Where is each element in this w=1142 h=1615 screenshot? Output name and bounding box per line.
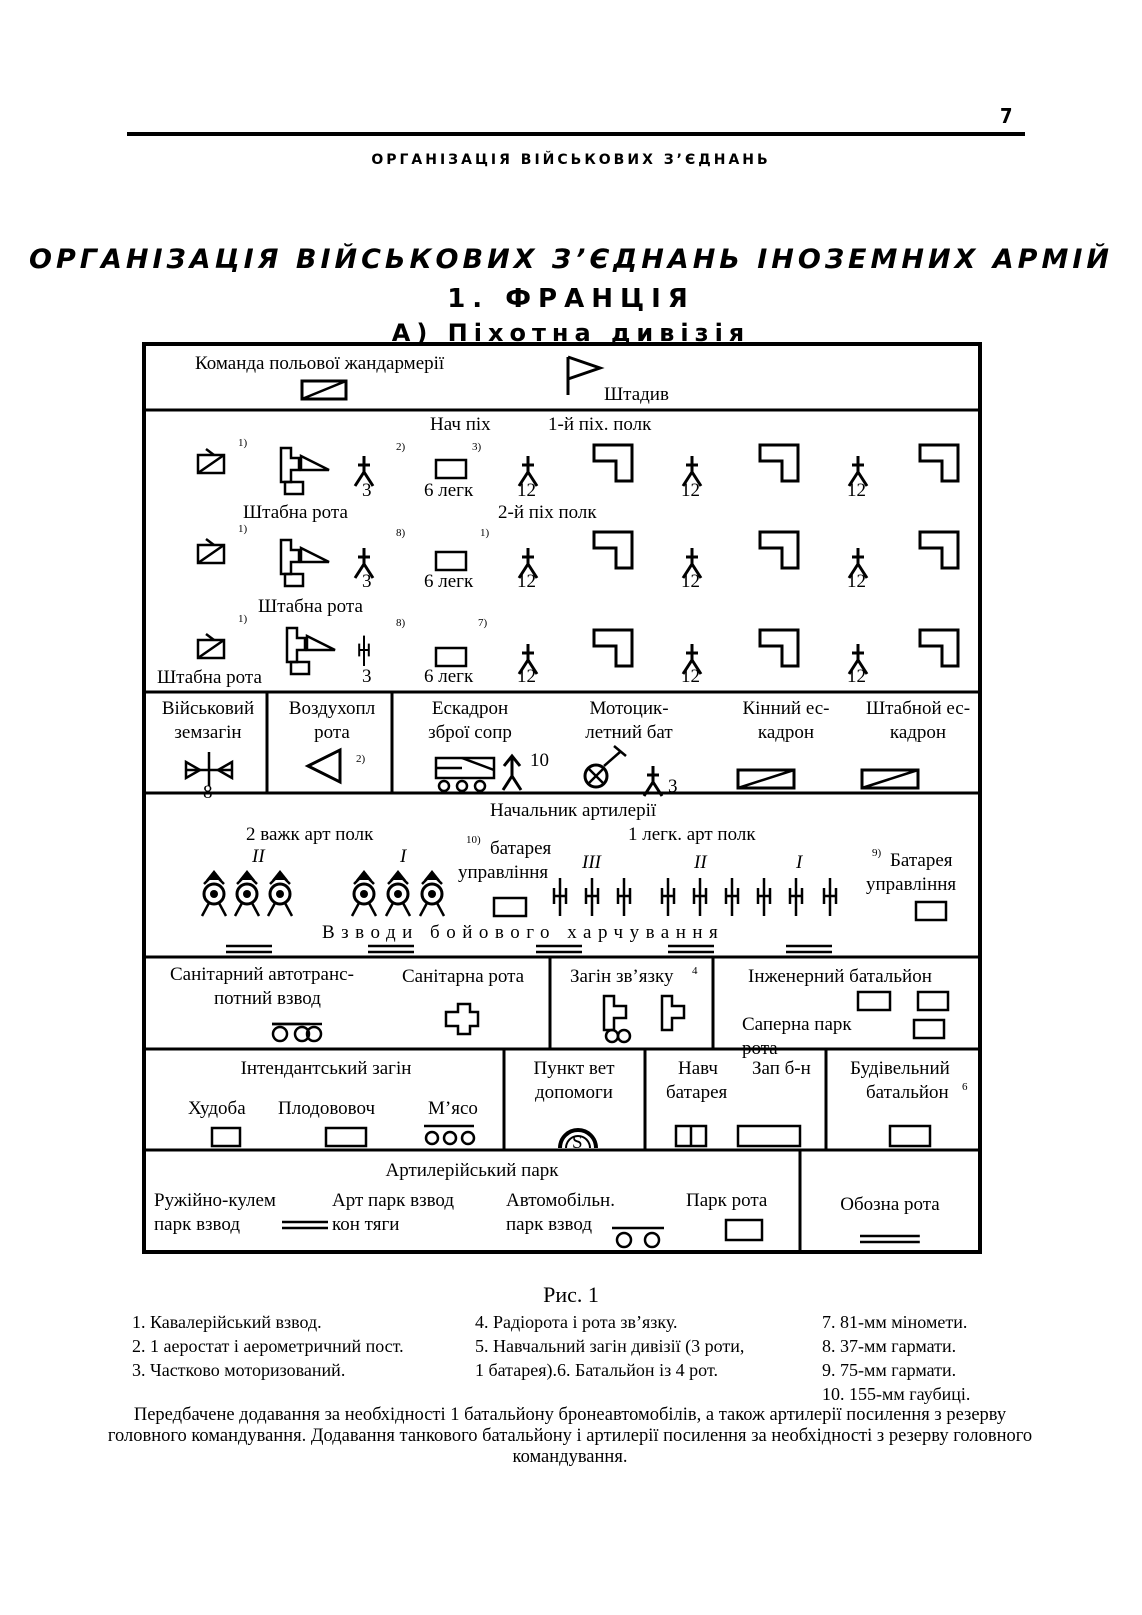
svg-text:управління: управління bbox=[458, 862, 549, 883]
svg-text:управління: управління bbox=[866, 874, 957, 895]
svg-text:III: III bbox=[582, 852, 601, 873]
svg-text:Пункт вет: Пункт вет bbox=[533, 1058, 615, 1079]
svg-text:кадрон: кадрон bbox=[889, 722, 947, 743]
svg-text:3): 3) bbox=[472, 441, 482, 453]
svg-text:1): 1) bbox=[238, 613, 248, 625]
svg-text:земзагін: земзагін bbox=[174, 722, 242, 743]
svg-text:Парк рота: Парк рота bbox=[686, 1190, 768, 1211]
company-corner-icon bbox=[594, 532, 632, 568]
company-corner-icon bbox=[920, 445, 958, 481]
field-gun-icon bbox=[790, 878, 802, 916]
engineer-company-icon bbox=[918, 992, 948, 1010]
cavalry-platoon-icon bbox=[198, 539, 224, 563]
svg-text:Батарея: Батарея bbox=[890, 850, 953, 871]
training-battery-icon bbox=[676, 1126, 706, 1146]
svg-text:6 легк: 6 легк bbox=[424, 480, 474, 501]
svg-text:Саперна парк: Саперна парк bbox=[742, 1014, 852, 1035]
svg-text:3: 3 bbox=[668, 776, 678, 797]
motorcycle-icon bbox=[585, 746, 626, 787]
transport-icon bbox=[272, 1024, 310, 1041]
svg-text:3: 3 bbox=[362, 571, 372, 592]
svg-text:1 легк. арт полк: 1 легк. арт полк bbox=[628, 824, 756, 845]
svg-text:2): 2) bbox=[356, 753, 366, 765]
notes-col-1: 1. Кавалерійський взвод. 2. 1 аеростат і аерометричний пост. 3. Частково моторизований. bbox=[132, 1312, 404, 1380]
rifleman-arrow-icon bbox=[503, 756, 521, 790]
svg-text:12: 12 bbox=[517, 571, 536, 592]
svg-text:1): 1) bbox=[238, 523, 248, 535]
svg-text:батарея: батарея bbox=[666, 1082, 728, 1103]
page-number: 7 bbox=[1000, 104, 1013, 128]
inf-chief-label: Нач піх bbox=[430, 414, 491, 435]
construction-battalion-icon bbox=[890, 1126, 930, 1146]
company-corner-icon bbox=[920, 630, 958, 666]
svg-text:Худоба: Худоба bbox=[188, 1098, 246, 1119]
balloon-icon bbox=[308, 750, 340, 782]
svg-text:летний бат: летний бат bbox=[585, 722, 673, 743]
battery-hq-icon bbox=[916, 902, 946, 920]
cattle-icon bbox=[212, 1128, 240, 1146]
svg-text:8): 8) bbox=[396, 617, 406, 629]
staff-coy-split-label: Штабна рота bbox=[258, 596, 363, 617]
field-gun-icon bbox=[662, 878, 674, 916]
svg-text:Плодововоч: Плодововоч bbox=[278, 1098, 376, 1119]
svg-text:батальйон: батальйон bbox=[866, 1082, 949, 1103]
svg-text:Арт парк взвод: Арт парк взвод bbox=[332, 1190, 455, 1211]
svg-text:парк взвод: парк взвод bbox=[506, 1214, 593, 1235]
svg-text:10): 10) bbox=[466, 834, 481, 846]
svg-text:12: 12 bbox=[517, 480, 536, 501]
field-gun-icon bbox=[758, 878, 770, 916]
light-box-icon bbox=[436, 648, 466, 666]
gendarmerie-icon bbox=[302, 381, 346, 399]
section-heading: А) Піхотна дивізія bbox=[391, 319, 751, 347]
page-title: ОРГАНІЗАЦІЯ ВІЙСЬКОВИХ З’ЄДНАНЬ ІНОЗЕМНИХ АРМІЙ bbox=[29, 244, 1113, 275]
field-gun-icon bbox=[554, 878, 566, 916]
figure-caption: Рис. 1 bbox=[543, 1282, 599, 1307]
svg-text:10: 10 bbox=[530, 750, 549, 771]
howitzer-icon bbox=[202, 870, 226, 916]
cavalry-platoon-icon bbox=[198, 634, 224, 658]
hq-company-icon bbox=[281, 540, 329, 586]
svg-text:1): 1) bbox=[480, 527, 490, 539]
vegetable-icon bbox=[326, 1128, 366, 1146]
auto-park-icon bbox=[612, 1228, 664, 1247]
svg-text:6: 6 bbox=[962, 1081, 968, 1093]
antitank-gun-icon bbox=[359, 636, 369, 666]
svg-text:12: 12 bbox=[847, 571, 866, 592]
svg-text:рота: рота bbox=[742, 1038, 778, 1059]
svg-text:6 легк: 6 легк bbox=[424, 571, 474, 592]
staff-coy-label: Штабна рота bbox=[243, 502, 348, 523]
howitzer-icon bbox=[235, 870, 259, 916]
svg-text:8): 8) bbox=[396, 527, 406, 539]
svg-text:Кінний ес-: Кінний ес- bbox=[742, 698, 830, 719]
park-company-icon bbox=[726, 1220, 762, 1240]
notes-col-3: 7. 81-мм міномети. 8. 37-мм гармати. 9. 75-мм гармати. 10. 155-мм гаубиці. bbox=[822, 1312, 971, 1404]
svg-text:Санітарний автотранс-: Санітарний автотранс- bbox=[170, 964, 354, 985]
svg-text:Начальник артилерії: Начальник артилерії bbox=[490, 800, 657, 821]
svg-text:12: 12 bbox=[681, 666, 700, 687]
running-header: ОРГАНІЗАЦІЯ ВІЙСЬКОВИХ З’ЄДНАНЬ bbox=[371, 152, 771, 168]
svg-text:кон тяги: кон тяги bbox=[332, 1214, 400, 1235]
howitzer-icon bbox=[420, 870, 444, 916]
notes-col-2: 4. Радіорота і рота зв’язку. 5. Навчальний загін дивізії (3 роти, 1 батарея).6. Батальйон із 4 рот. bbox=[475, 1312, 745, 1380]
ration-platoons-label: Взводи бойового харчування bbox=[322, 922, 725, 943]
field-gun-icon bbox=[694, 878, 706, 916]
field-gun-icon bbox=[824, 878, 836, 916]
svg-text:Штабной ес-: Штабной ес- bbox=[865, 698, 971, 719]
reserve-battalion-icon bbox=[738, 1126, 800, 1146]
svg-text:II: II bbox=[694, 852, 707, 873]
hq-company-icon bbox=[287, 628, 335, 674]
svg-text:I: I bbox=[796, 852, 803, 873]
light-box-icon bbox=[436, 460, 466, 478]
staff-flag-icon bbox=[568, 357, 600, 395]
company-corner-icon bbox=[760, 532, 798, 568]
svg-text:Автомобільн.: Автомобільн. bbox=[506, 1190, 615, 1211]
svg-text:6 легк: 6 легк bbox=[424, 666, 474, 687]
howitzer-icon bbox=[386, 870, 410, 916]
svg-text:допомоги: допомоги bbox=[535, 1082, 613, 1103]
svg-text:3: 3 bbox=[362, 480, 372, 501]
field-gun-icon bbox=[586, 878, 598, 916]
company-corner-icon bbox=[594, 630, 632, 666]
battery-hq-icon bbox=[494, 898, 526, 916]
svg-text:I: I bbox=[400, 846, 407, 867]
svg-text:12: 12 bbox=[517, 666, 536, 687]
svg-text:Навч: Навч bbox=[678, 1058, 718, 1079]
engineer-company-icon bbox=[858, 992, 890, 1010]
staff-squadron-icon bbox=[862, 770, 918, 788]
field-gun-icon bbox=[726, 878, 738, 916]
svg-text:М’ясо: М’ясо bbox=[428, 1098, 478, 1119]
svg-text:потний взвод: потний взвод bbox=[214, 988, 321, 1009]
svg-text:4: 4 bbox=[692, 965, 698, 977]
field-gun-icon bbox=[618, 878, 630, 916]
svg-text:рота: рота bbox=[314, 722, 350, 743]
svg-text:2 важк арт полк: 2 важк арт полк bbox=[246, 824, 374, 845]
bowtie-icon bbox=[186, 752, 232, 786]
svg-text:Ескадрон: Ескадрон bbox=[431, 698, 509, 719]
svg-text:1): 1) bbox=[238, 437, 248, 449]
svg-text:Загін зв’язку: Загін зв’язку bbox=[570, 966, 674, 987]
cavalry-squadron-icon bbox=[738, 770, 794, 788]
light-box-icon bbox=[436, 552, 466, 570]
svg-text:Зап б-н: Зап б-н bbox=[752, 1058, 811, 1079]
svg-text:Обозна рота: Обозна рота bbox=[840, 1194, 940, 1215]
regiment2-label: 2-й піх полк bbox=[498, 502, 597, 523]
howitzer-icon bbox=[268, 870, 292, 916]
svg-text:Воздухопл: Воздухопл bbox=[288, 698, 376, 719]
svg-text:8: 8 bbox=[203, 782, 213, 803]
svg-text:12: 12 bbox=[681, 571, 700, 592]
company-corner-icon bbox=[760, 445, 798, 481]
svg-text:батарея: батарея bbox=[490, 838, 552, 859]
svg-text:12: 12 bbox=[847, 480, 866, 501]
howitzer-icon bbox=[352, 870, 376, 916]
svg-text:9): 9) bbox=[872, 847, 882, 859]
staff-label: Штадив bbox=[604, 384, 669, 405]
summary-paragraph: Передбачене додавання за необхідності 1 батальйону бронеавтомобілів, а також артилерії посилення з резерву головного командування. Додавання танкового батальйону і артилерії посилення за необхідності з резерву головного командування. bbox=[107, 1405, 1033, 1467]
svg-text:12: 12 bbox=[681, 480, 700, 501]
medical-cross-icon bbox=[446, 1004, 478, 1034]
svg-text:парк взвод: парк взвод bbox=[154, 1214, 241, 1235]
cavalry-platoon-icon bbox=[198, 449, 224, 473]
regiment1-label: 1-й піх. полк bbox=[548, 414, 652, 435]
svg-text:2): 2) bbox=[396, 441, 406, 453]
company-corner-icon bbox=[920, 532, 958, 568]
svg-text:7): 7) bbox=[478, 617, 488, 629]
svg-text:12: 12 bbox=[847, 666, 866, 687]
svg-text:Санітарна рота: Санітарна рота bbox=[402, 966, 525, 987]
armored-squadron-icon bbox=[436, 758, 494, 791]
svg-text:3: 3 bbox=[362, 666, 372, 687]
signal-icon bbox=[604, 996, 684, 1042]
staff-coy-label-3: Штабна рота bbox=[157, 667, 262, 688]
svg-text:зброї сопр: зброї сопр bbox=[428, 722, 512, 743]
company-corner-icon bbox=[594, 445, 632, 481]
svg-text:Інженерний батальйон: Інженерний батальйон bbox=[748, 966, 932, 987]
svg-text:Ружійно-кулем: Ружійно-кулем bbox=[154, 1190, 276, 1211]
gendarmerie-label: Команда польової жандармерії bbox=[195, 353, 445, 374]
svg-text:II: II bbox=[252, 846, 265, 867]
company-corner-icon bbox=[760, 630, 798, 666]
svg-text:S: S bbox=[572, 1132, 583, 1153]
hq-company-icon bbox=[281, 448, 329, 494]
engineer-company-icon bbox=[914, 1020, 944, 1038]
svg-text:Мотоцик-: Мотоцик- bbox=[589, 698, 669, 719]
svg-text:Військовий: Військовий bbox=[161, 698, 255, 719]
svg-text:Інтендантський загін: Інтендантський загін bbox=[240, 1058, 412, 1079]
svg-text:Будівельний: Будівельний bbox=[850, 1058, 950, 1079]
svg-text:кадрон: кадрон bbox=[757, 722, 815, 743]
country-heading: 1. ФРАНЦІЯ bbox=[447, 284, 695, 314]
svg-text:Артилерійський парк: Артилерійський парк bbox=[385, 1160, 559, 1181]
meat-transport-icon bbox=[424, 1126, 474, 1144]
